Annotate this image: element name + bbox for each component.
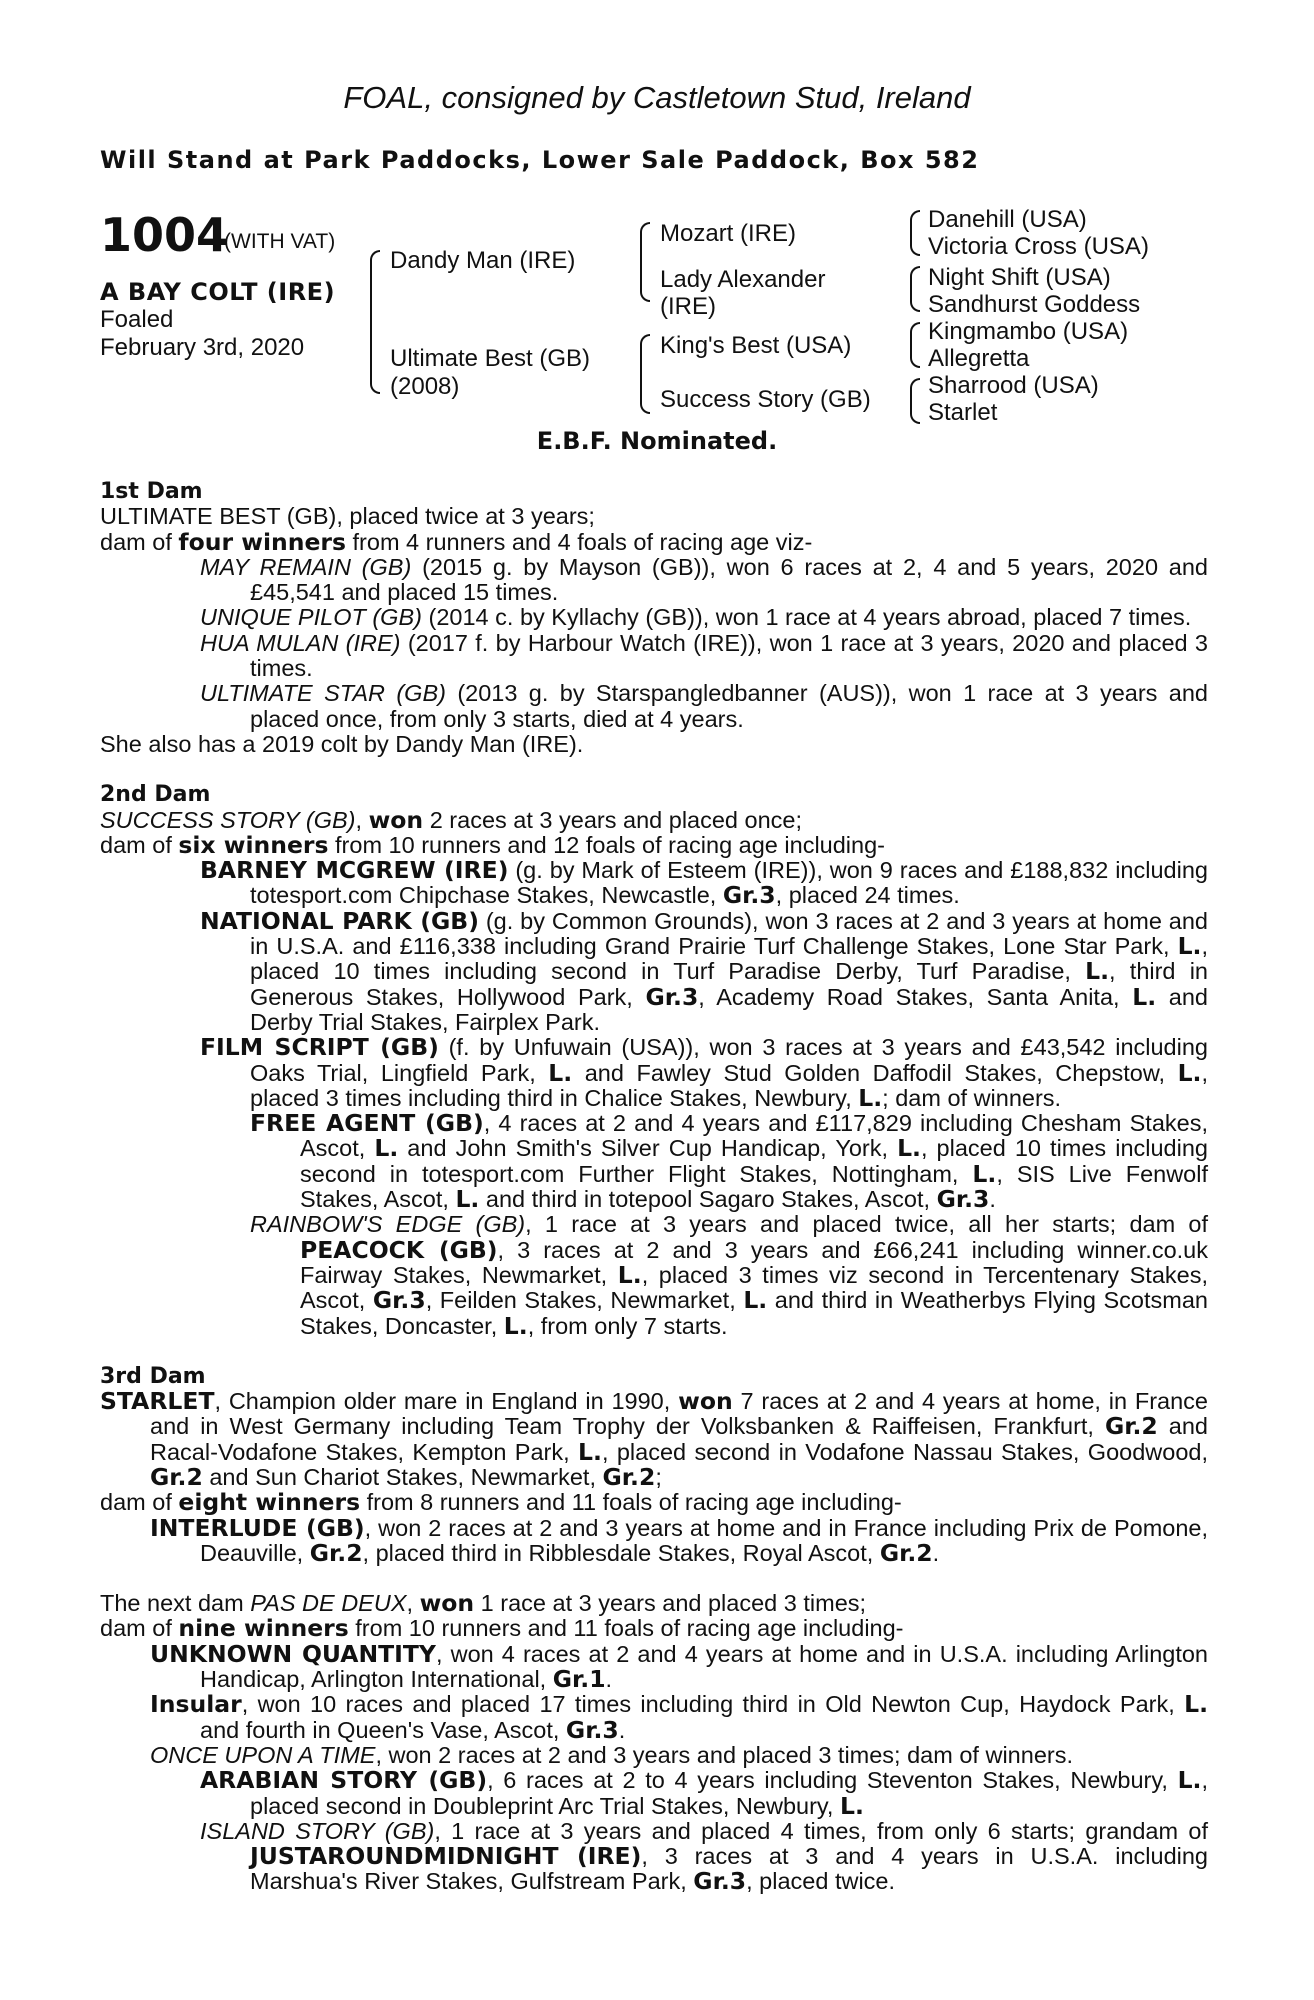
paragraph: SUCCESS STORY (GB), won 2 races at 3 years and placed once; bbox=[100, 805, 803, 834]
lot-number: 1004 bbox=[100, 208, 229, 262]
g-sandhurst-goddess: Sandhurst Goddess bbox=[928, 291, 1141, 318]
paragraph: dam of four winners from 4 runners and 4 foals of racing age viz- bbox=[100, 527, 813, 556]
paragraph: dam of six winners from 10 runners and 12 foals of racing age including- bbox=[100, 830, 885, 859]
sire-sire: Mozart (IRE) bbox=[660, 220, 797, 247]
progeny-entry: ARABIAN STORY (GB), 6 races at 2 to 4 years including Steventon Stakes, Newbury, L., placed second in Doubleprint Arc Trial Stakes, Newbury, L. bbox=[200, 1766, 1208, 1820]
foaled-date: February 3rd, 2020 bbox=[100, 334, 305, 361]
dam-dam: Success Story (GB) bbox=[660, 386, 871, 413]
g-allegretta: Allegretta bbox=[928, 345, 1030, 372]
stand-location: Will Stand at Park Paddocks, Lower Sale Paddock, Box 582 bbox=[100, 146, 980, 174]
sire-dam-line2: (IRE) bbox=[660, 293, 716, 320]
pedigree-brace-4 bbox=[910, 210, 920, 256]
pedigree-brace-6 bbox=[910, 322, 920, 368]
dam-year: (2008) bbox=[390, 373, 460, 400]
g-night-shift: Night Shift (USA) bbox=[928, 264, 1111, 291]
g-sharrood: Sharrood (USA) bbox=[928, 372, 1099, 399]
progeny-entry: ULTIMATE STAR (GB) (2013 g. by Starspangledbanner (AUS)), won 1 race at 3 years and placed once, from only 3 starts, died at 4 years. bbox=[200, 680, 1208, 732]
pedigree-brace-7 bbox=[910, 378, 920, 424]
paragraph: dam of eight winners from 8 runners and 11 foals of racing age including- bbox=[100, 1488, 902, 1517]
section-heading: 1st Dam bbox=[100, 479, 203, 504]
progeny-entry: BARNEY MCGREW (IRE) (g. by Mark of Esteem (IRE)), won 9 races and £188,832 including totesport.com Chipchase Stakes, Newcastle, Gr.3, placed 24 times. bbox=[200, 856, 1208, 910]
progeny-entry: HUA MULAN (IRE) (2017 f. by Harbour Watch (IRE)), won 1 race at 3 years, 2020 and placed 3 times. bbox=[200, 629, 1208, 682]
g-danehill: Danehill (USA) bbox=[928, 206, 1087, 233]
sire-dam-line1: Lady Alexander bbox=[660, 266, 826, 293]
foaled-label: Foaled bbox=[100, 306, 174, 333]
paragraph: The next dam PAS DE DEUX, won 1 race at 3 years and placed 3 times; bbox=[100, 1589, 867, 1618]
progeny-entry: UNIQUE PILOT (GB) (2014 c. by Kyllachy (GB)), won 1 race at 4 years abroad, placed 7 times. bbox=[200, 604, 1192, 631]
ebf-nominated: E.B.F. Nominated. bbox=[536, 427, 778, 455]
progeny-entry: INTERLUDE (GB), won 2 races at 2 and 3 years at home and in France including Prix de Pomone, Deauville, Gr.2, placed third in Ribblesdale Stakes, Royal Ascot, Gr.2. bbox=[150, 1513, 1209, 1567]
pedigree-brace-3 bbox=[640, 334, 650, 414]
progeny-entry: MAY REMAIN (GB) (2015 g. by Mayson (GB)), won 6 races at 2, 4 and 5 years, 2020 and £45,541 and placed 15 times. bbox=[200, 553, 1208, 606]
progeny-entry: FILM SCRIPT (GB) (f. by Unfuwain (USA)), won 3 races at 3 years and £43,542 including Oaks Trial, Lingfield Park, L. and Fawley Stud Golden Daffodil Stakes, Chepstow, L., placed 3 times including third in Chalice Stakes, Newbury, L.; dam of winners. bbox=[200, 1033, 1209, 1112]
dam: Ultimate Best (GB) bbox=[390, 345, 591, 372]
pedigree-brace-1 bbox=[370, 250, 380, 394]
progeny-entry: UNKNOWN QUANTITY, won 4 races at 2 and 4 years at home and in U.S.A. including Arlington Handicap, Arlington International, Gr.1. bbox=[150, 1639, 1209, 1694]
progeny-entry: RAINBOW'S EDGE (GB), 1 race at 3 years and placed twice, all her starts; dam of PEACOCK (GB), 3 races at 2 and 3 years and £66,241 including winner.co.uk Fairway Stakes, Newmarket, L., placed 3 times viz second in Tercentenary Stakes, Ascot, Gr.3, Feilden Stakes, Newmarket, L. and third in Weatherbys Flying Scotsman Stakes, Doncaster, L., from only 7 starts. bbox=[250, 1211, 1208, 1340]
progeny-entry: ONCE UPON A TIME, won 2 races at 2 and 3 years and placed 3 times; dam of winners. bbox=[150, 1741, 1073, 1768]
paragraph: STARLET, Champion older mare in England in 1990, won 7 races at 2 and 4 years at home, in France and in West Germany including Team Trophy der Volksbanken & Raiffeisen, Frankfurt, Gr.2 and Racal-Vodafone Stakes, Kempton Park, L., placed second in Vodafone Nassau Stakes, Goodwood, Gr.2 and Sun Chariot Stakes, Newmarket, Gr.2; bbox=[100, 1387, 1209, 1491]
page-title: FOAL, consigned by Castletown Stud, Ireland bbox=[343, 80, 971, 115]
pedigree-brace-5 bbox=[910, 266, 920, 312]
dam-sire: King's Best (USA) bbox=[660, 332, 852, 359]
paragraph: dam of nine winners from 10 runners and 11 foals of racing age including- bbox=[100, 1614, 904, 1643]
progeny-entry: NATIONAL PARK (GB) (g. by Common Grounds), won 3 races at 2 and 3 years at home and in U.S.A. and £116,338 including Grand Prairie Turf Challenge Stakes, Lone Star Park, L., placed 10 times including second in Turf Paradise Derby, Turf Paradise, L., third in Generous Stakes, Hollywood Park, Gr.3, Academy Road Stakes, Santa Anita, L. and Derby Trial Stakes, Fairplex Park. bbox=[200, 906, 1209, 1035]
g-kingmambo: Kingmambo (USA) bbox=[928, 318, 1129, 345]
progeny-entry: ISLAND STORY (GB), 1 race at 3 years and placed 4 times, from only 6 starts; grandam of JUSTAROUNDMIDNIGHT (IRE), 3 races at 3 and 4 years in U.S.A. including Marshua's River Stakes, Gulfstream Park, Gr.3, placed twice. bbox=[200, 1817, 1208, 1896]
progeny-entry: Insular, won 10 races and placed 17 times including third in Old Newton Cup, Haydock Park, L. and fourth in Queen's Vase, Ascot, Gr.3. bbox=[150, 1690, 1208, 1744]
section-heading: 3rd Dam bbox=[100, 1363, 206, 1389]
progeny-entry: FREE AGENT (GB), 4 races at 2 and 4 years and £117,829 including Chesham Stakes, Ascot, L. and John Smith's Silver Cup Handicap, York, L., placed 10 times including second in totesport.com Further Flight Stakes, Nottingham, L., SIS Live Fenwolf Stakes, Ascot, L. and third in totepool Sagaro Stakes, Ascot, Gr.3. bbox=[250, 1109, 1209, 1214]
pedigree-notes bbox=[100, 479, 1208, 1895]
g-starlet: Starlet bbox=[928, 399, 998, 426]
sire: Dandy Man (IRE) bbox=[390, 247, 576, 274]
lot-description: A BAY COLT (IRE) bbox=[100, 278, 336, 306]
paragraph: ULTIMATE BEST (GB), placed twice at 3 years; bbox=[100, 503, 595, 530]
pedigree-brace-2 bbox=[640, 222, 650, 302]
g-victoria-cross: Victoria Cross (USA) bbox=[928, 233, 1149, 260]
paragraph: She also has a 2019 colt by Dandy Man (IRE). bbox=[100, 730, 584, 757]
vat-note: (WITH VAT) bbox=[224, 230, 336, 253]
section-heading: 2nd Dam bbox=[100, 782, 211, 808]
